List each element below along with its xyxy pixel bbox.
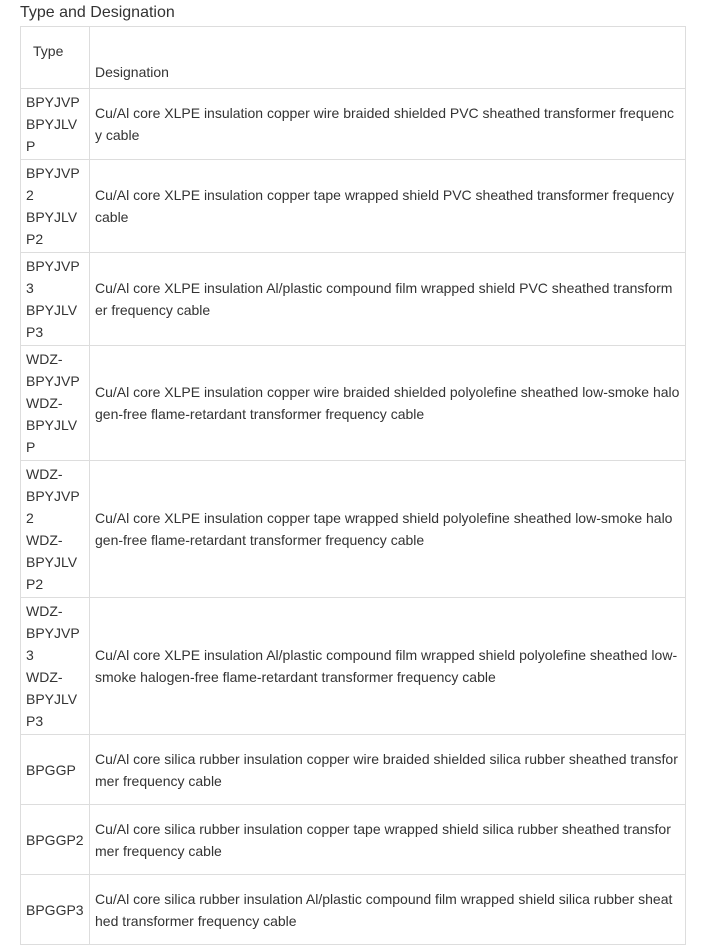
type-code-line: 2	[26, 510, 34, 526]
type-cell	[21, 461, 90, 598]
designation-cell: Cu/Al core silica rubber insulation copper wire braided shielded silica rubber sheathed transformer frequency cable	[90, 735, 686, 805]
type-cell	[21, 805, 90, 875]
type-code-line: WDZ-	[26, 351, 63, 367]
type-code-line: WDZ-	[26, 603, 63, 619]
section-heading: Type and Designation	[20, 4, 175, 21]
designation-cell: Cu/Al core XLPE insulation copper wire braided shielded polyolefine sheathed low-smoke halogen-free flame-retardant transformer frequency cable	[90, 346, 686, 461]
table-row	[21, 346, 686, 461]
designation-cell: Cu/Al core XLPE insulation copper tape wrapped shield PVC sheathed transformer frequency cable	[90, 160, 686, 253]
type-code-line: WDZ-	[26, 466, 63, 482]
table-header-row	[21, 27, 686, 89]
type-cell	[21, 735, 90, 805]
type-code-line: WDZ-	[26, 669, 63, 685]
type-code-line: BPGGP	[26, 761, 76, 778]
type-code-line: BPYJLV	[26, 691, 78, 707]
type-code-line: 2	[26, 187, 34, 203]
type-code-line: BPYJVP	[26, 165, 80, 181]
table-row	[21, 461, 686, 598]
header-type: Type	[21, 27, 90, 89]
type-cell	[21, 598, 90, 735]
type-code-line: BPYJLV	[26, 302, 78, 318]
header-designation: Designation	[90, 27, 686, 89]
type-code-line: BPGGP2	[26, 831, 84, 848]
type-cell	[21, 89, 90, 160]
designation-cell: Cu/Al core XLPE insulation Al/plastic compound film wrapped shield PVC sheathed transformer frequency cable	[90, 253, 686, 346]
type-code-line: P2	[26, 231, 44, 247]
type-code-line: BPYJVP	[26, 488, 80, 504]
type-code-line: BPGGP3	[26, 901, 84, 918]
type-code-line: WDZ-	[26, 395, 63, 411]
type-code-line: 3	[26, 647, 34, 663]
table-row	[21, 805, 686, 875]
type-cell	[21, 346, 90, 461]
designation-cell: Cu/Al core XLPE insulation copper wire braided shielded PVC sheathed transformer frequency cable	[90, 89, 686, 160]
type-code-line: BPYJVP	[26, 94, 80, 110]
type-cell	[21, 875, 90, 945]
type-code-line: BPYJVP	[26, 373, 80, 389]
type-code-line: P3	[26, 324, 44, 340]
type-code-line: BPYJLV	[26, 554, 78, 570]
table-row	[21, 160, 686, 253]
type-code-line: P	[26, 138, 36, 154]
type-code-line: BPYJLV	[26, 209, 78, 225]
type-code-line: 3	[26, 280, 34, 296]
table-row	[21, 598, 686, 735]
type-code-line: BPYJVP	[26, 258, 80, 274]
type-code-line: BPYJVP	[26, 625, 80, 641]
type-designation-table	[20, 26, 686, 945]
designation-cell: Cu/Al core silica rubber insulation Al/plastic compound film wrapped shield silica rubber sheathed transformer frequency cable	[90, 875, 686, 945]
type-code-line: P3	[26, 713, 44, 729]
type-code-line: P2	[26, 576, 44, 592]
type-cell	[21, 160, 90, 253]
type-code-line: BPYJLV	[26, 417, 78, 433]
type-code-line: WDZ-	[26, 532, 63, 548]
type-cell	[21, 253, 90, 346]
designation-cell: Cu/Al core XLPE insulation Al/plastic compound film wrapped shield polyolefine sheathed low-smoke halogen-free flame-retardant transformer frequency cable	[90, 598, 686, 735]
type-code-line: P	[26, 439, 36, 455]
designation-cell: Cu/Al core XLPE insulation copper tape wrapped shield polyolefine sheathed low-smoke halogen-free flame-retardant transformer frequency cable	[90, 461, 686, 598]
table-row	[21, 89, 686, 160]
table-row	[21, 253, 686, 346]
table-row	[21, 875, 686, 945]
designation-cell: Cu/Al core silica rubber insulation copper tape wrapped shield silica rubber sheathed transformer frequency cable	[90, 805, 686, 875]
table-body	[21, 27, 686, 945]
type-code-line: BPYJLV	[26, 116, 78, 132]
table-row	[21, 735, 686, 805]
